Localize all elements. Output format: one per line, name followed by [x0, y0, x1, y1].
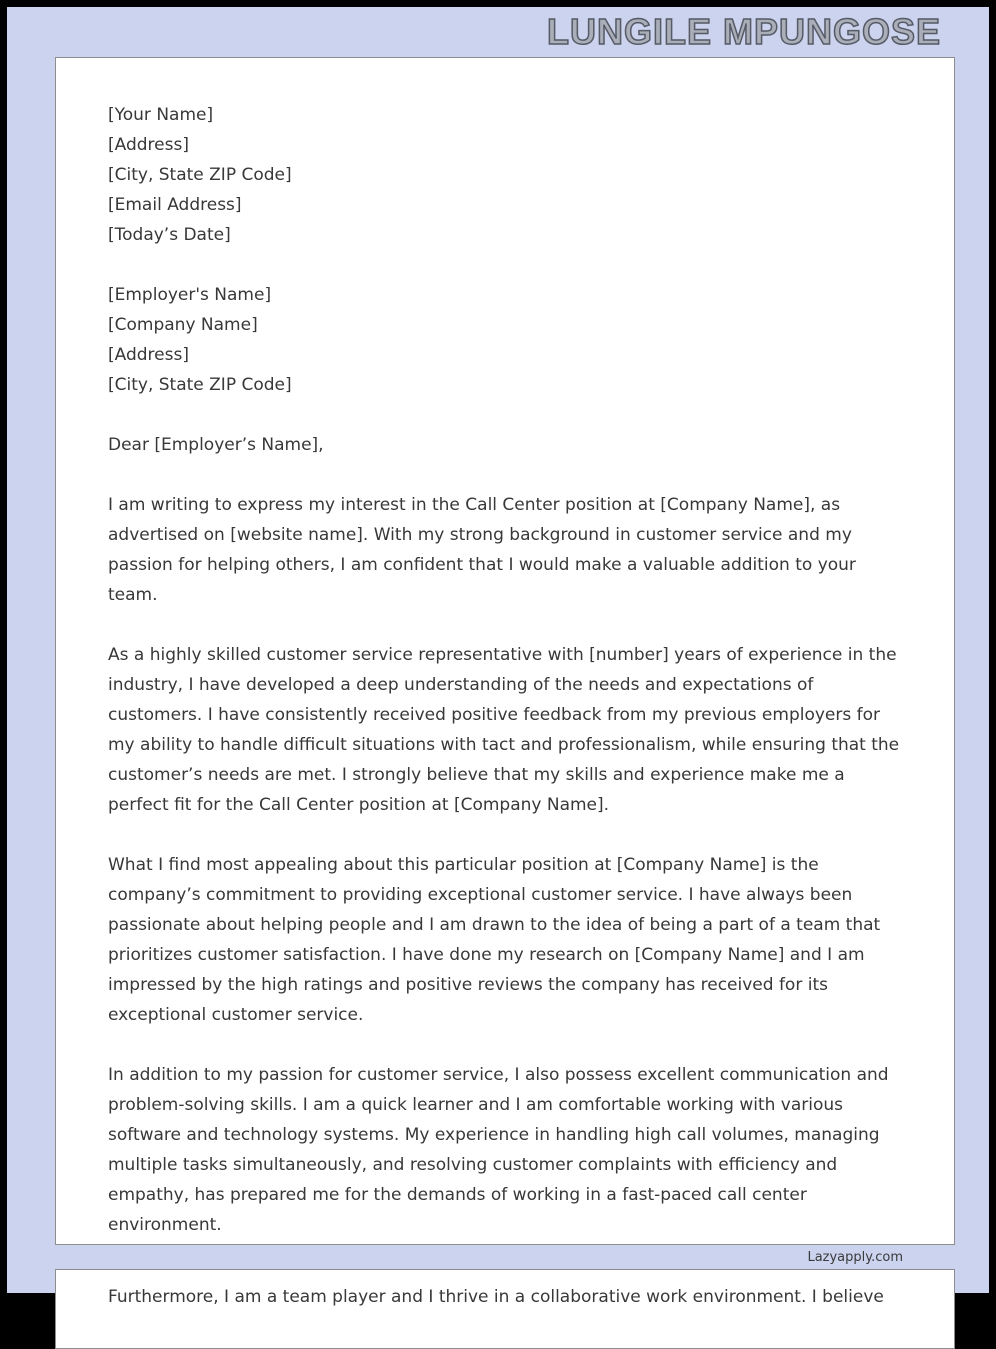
- sender-address-line: [Email Address]: [108, 195, 242, 215]
- salutation: [108, 430, 904, 460]
- letter-paragraph-continued: Furthermore, I am a team player and I thrive in a collaborative work environment. I believe: [108, 1287, 884, 1307]
- sender-address-line: [Address]: [108, 135, 189, 155]
- letter-paragraph: What I find most appealing about this particular position at [Company Name] is the company’s commitment to providing exceptional customer service. I have always been passionate about helping people and I am drawn to the idea of being a part of a team that prioritizes customer satisfaction. I have done my research on [Company Name] and I am impressed by the high ratings and positive reviews the company has received for its exceptional customer service.: [108, 855, 881, 1025]
- author-name-title: LUNGILE MPUNGOSE: [546, 11, 941, 52]
- recipient-address-line: [City, State ZIP Code]: [108, 375, 292, 395]
- watermark-text: Lazyapply.com: [807, 1249, 903, 1265]
- page-gap: [7, 1245, 989, 1269]
- sender-address-line: [Today’s Date]: [108, 225, 231, 245]
- sender-address-line: [City, State ZIP Code]: [108, 165, 292, 185]
- letter-body-paragraphs: [108, 490, 904, 1240]
- document-canvas: [7, 7, 989, 1307]
- salutation-line: Dear [Employer’s Name],: [108, 435, 324, 455]
- recipient-address-line: [Address]: [108, 345, 189, 365]
- letter-paragraph: As a highly skilled customer service representative with [number] years of experience in the industry, I have developed a deep understanding of the needs and expectations of customers. I have consistently received positive feedback from my previous employers for my ability to handle difficult situations with tact and professionalism, while ensuring that the customer’s needs are met. I strongly believe that my skills and experience make me a perfect fit for the Call Center position at [Company Name].: [108, 645, 900, 815]
- recipient-address-block: [108, 280, 904, 400]
- letter-paragraph: In addition to my passion for customer service, I also possess excellent communication and problem-solving skills. I am a quick learner and I am comfortable working with various software and technology systems. My experience in handling high call volumes, managing multiple tasks simultaneously, and resolving customer complaints with efficiency and empathy, has prepared me for the demands of working in a fast-paced call center environment.: [108, 1065, 889, 1235]
- letter-page-1: [55, 57, 955, 1245]
- recipient-address-line: [Company Name]: [108, 315, 258, 335]
- sender-address-line: [Your Name]: [108, 105, 214, 125]
- letter-paragraph: I am writing to express my interest in the Call Center position at [Company Name], as advertised on [website name]. With my strong background in customer service and my passion for helping others, I am confident that I would make a valuable addition to your team.: [108, 495, 856, 605]
- page-header: [7, 7, 989, 57]
- recipient-address-line: [Employer's Name]: [108, 285, 272, 305]
- letter-page-2: [55, 1269, 955, 1349]
- sender-address-block: [108, 100, 904, 250]
